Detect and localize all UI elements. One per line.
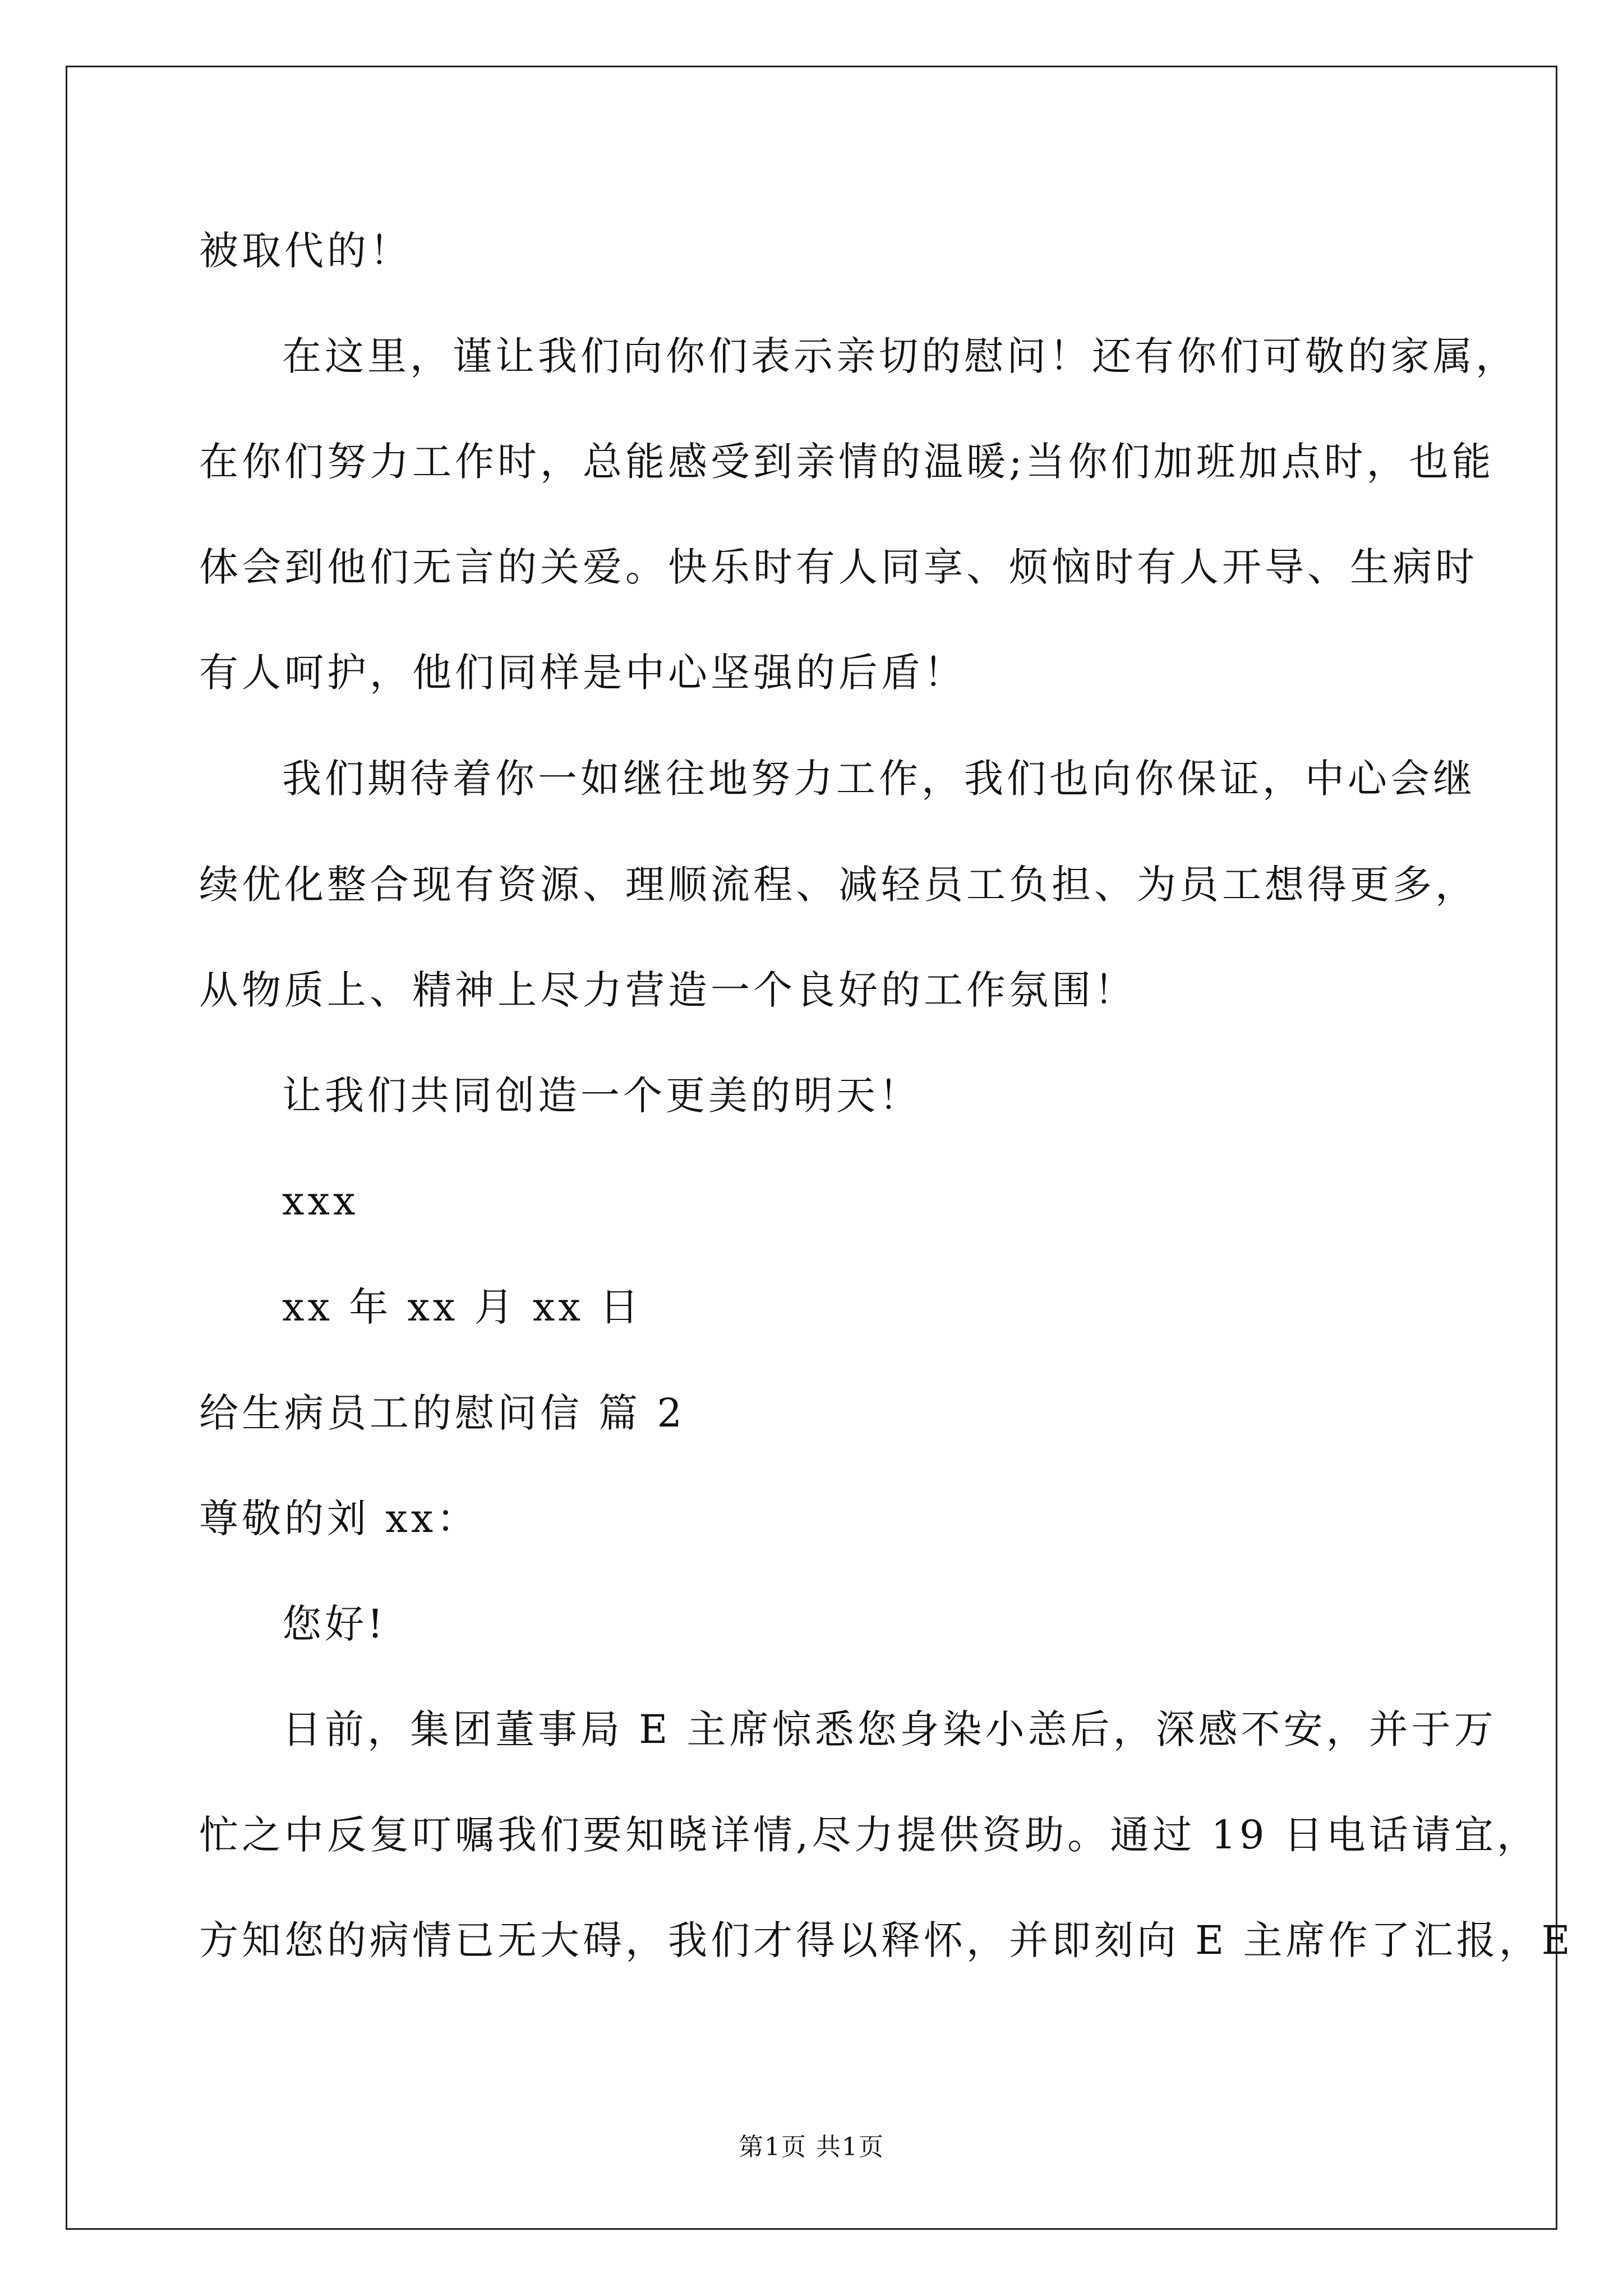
text-line: 被取代的！	[199, 228, 412, 274]
text-line: 方知您的病情已无大碍，我们才得以释怀，并即刻向 E 主席作了汇报，E	[199, 1917, 1574, 1963]
text-line: 我们期待着你一如继往地努力工作，我们也向你保证，中心会继	[282, 756, 1476, 802]
signature-date: xx 年 xx 月 xx 日	[282, 1284, 643, 1330]
text-line: 让我们共同创造一个更美的明天！	[282, 1073, 921, 1119]
text-line: 有人呵护，他们同样是中心坚强的后盾！	[199, 650, 966, 696]
greeting: 您好!	[282, 1601, 387, 1647]
salutation: 尊敬的刘 xx：	[199, 1496, 479, 1542]
text-line: 在你们努力工作时，总能感受到亲情的温暖;当你们加班加点时，也能	[199, 439, 1495, 485]
text-line: 续优化整合现有资源、理顺流程、减轻员工负担、为员工想得更多，	[199, 862, 1478, 908]
text-line: 在这里，谨让我们向你们表示亲切的慰问！还有你们可敬的家属，	[282, 333, 1518, 379]
text-line: 从物质上、精神上尽力营造一个良好的工作氛围！	[199, 967, 1137, 1013]
page-footer: 第1页 共1页	[739, 2133, 884, 2161]
text-line: 忙之中反复叮嘱我们要知晓详情,尽力提供资助。通过 19 日电话请宜，	[199, 1812, 1539, 1858]
signature-name: xxx	[282, 1178, 359, 1224]
page-border	[66, 66, 1557, 2230]
text-line: 体会到他们无言的关爱。快乐时有人同享、烦恼时有人开导、生病时	[199, 544, 1478, 590]
text-line: 日前，集团董事局 E 主席惊悉您身染小恙后，深感不安，并于万	[282, 1706, 1497, 1752]
section-heading: 给生病员工的慰问信 篇 2	[199, 1390, 686, 1436]
